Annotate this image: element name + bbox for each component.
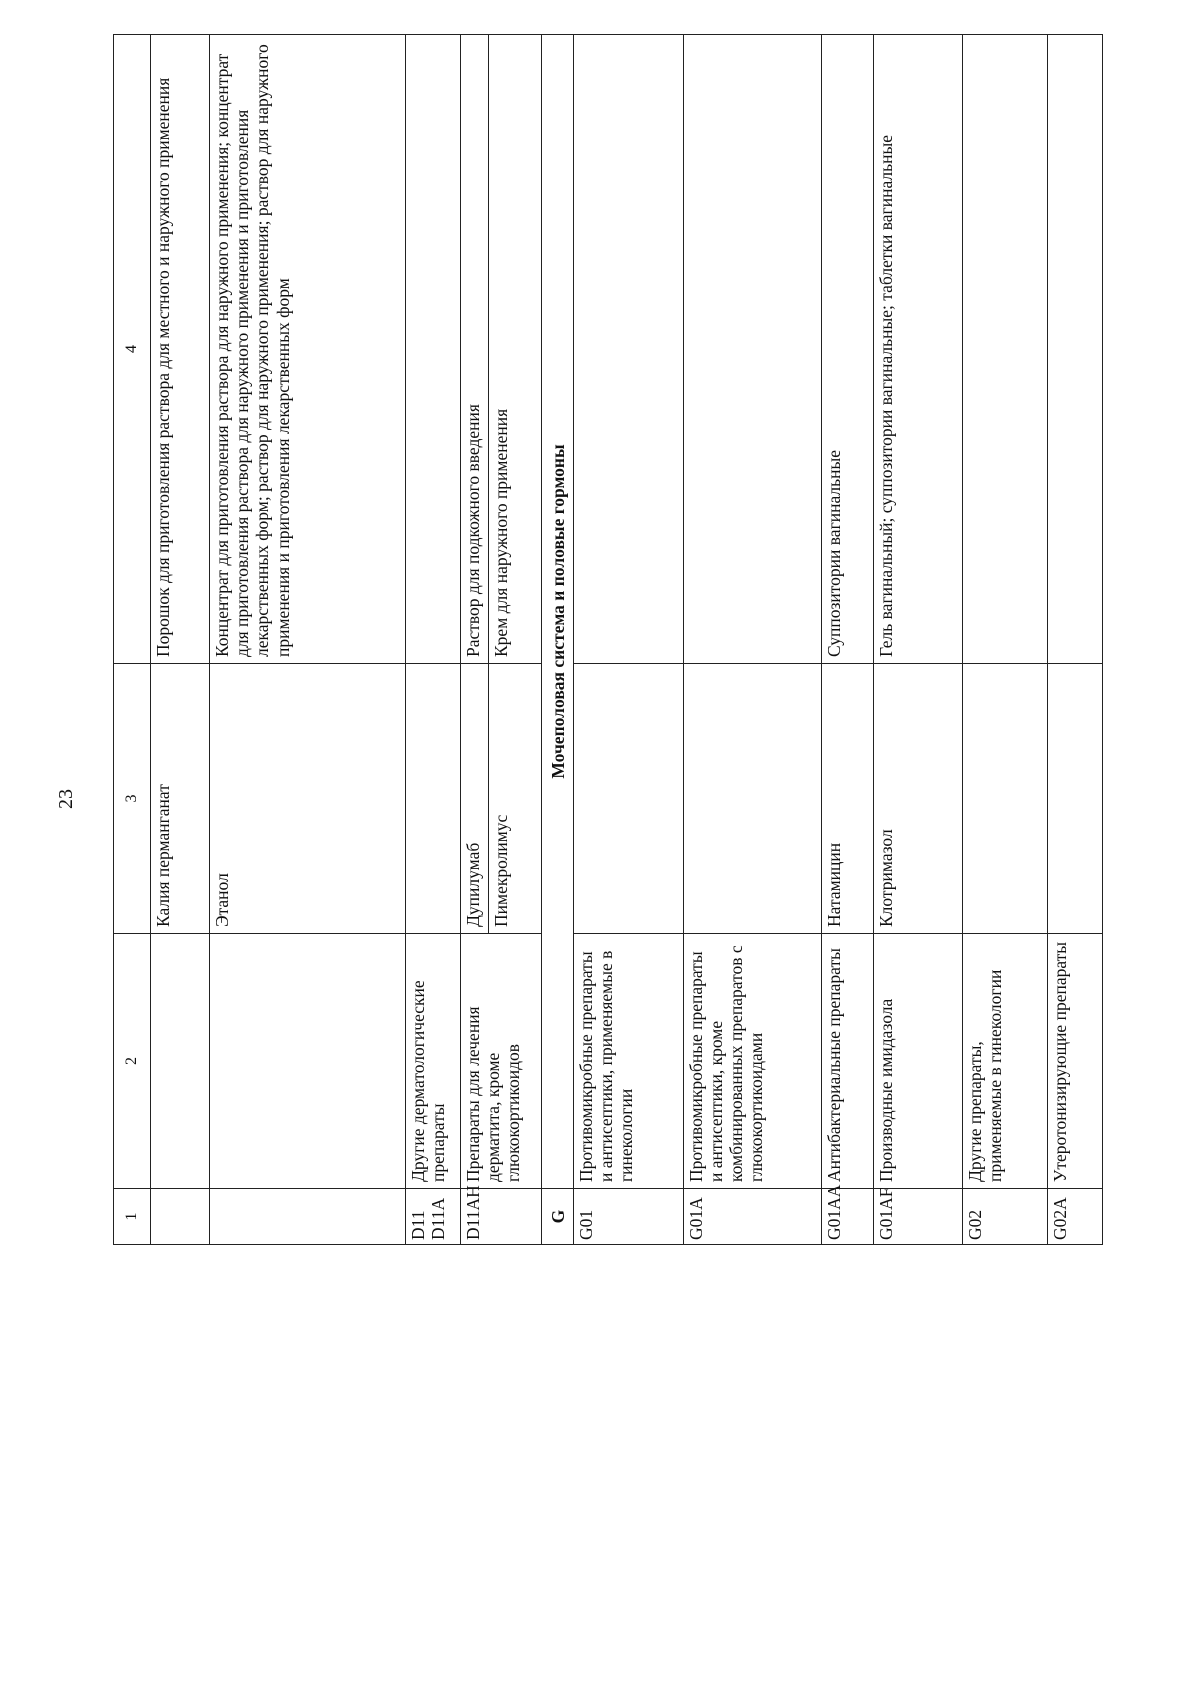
forms-cell: Раствор для подкожного введения (460, 35, 489, 664)
forms-cell (405, 35, 460, 664)
column-number: 3 (114, 664, 151, 934)
group-cell: Препараты для лечения дерматита, кроме глюкокортикоидов (460, 934, 541, 1189)
code-cell: G01AF (874, 1189, 963, 1245)
code-cell: G01AA (821, 1189, 874, 1245)
forms-cell (963, 35, 1048, 664)
code-cell: D11AH (460, 1189, 541, 1245)
table-row (684, 35, 822, 1245)
section-row (542, 35, 574, 1245)
table-row (874, 35, 963, 1245)
code-cell: D11 D11A (405, 1189, 460, 1245)
drug-table (113, 34, 1103, 1245)
group-cell: Противомикробные препараты и антисептики, применяемые в гинекологии (574, 934, 684, 1189)
forms-cell: Концентрат для приготовления раствора для наружного применения; концентрат для приготовления раствора для наружного применения и приготовления лекарственных форм; раствор для наружного применения; раствор для наружного применения и приготовления лекарственных форм (210, 35, 406, 664)
group-cell: Антибактериальные препараты (821, 934, 874, 1189)
drug-cell: Калия перманганат (151, 664, 210, 934)
code-cell (210, 1189, 406, 1245)
table-row (821, 35, 874, 1245)
drug-cell: Пимекролимус (489, 664, 542, 934)
section-title: Мочеполовая система и половые гормоны (542, 35, 574, 1189)
table-row (460, 35, 489, 1245)
column-number: 4 (114, 35, 151, 664)
table-row (405, 35, 460, 1245)
group-cell: Противомикробные препараты и антисептики, кроме комбинированных препаратов с глюкокортикоидами (684, 934, 822, 1189)
drug-cell (684, 664, 822, 934)
forms-cell (574, 35, 684, 664)
column-number: 1 (114, 1189, 151, 1245)
forms-cell: Порошок для приготовления раствора для местного и наружного применения (151, 35, 210, 664)
group-cell (210, 934, 406, 1189)
table-row (210, 35, 406, 1245)
forms-cell: Крем для наружного применения (489, 35, 542, 664)
drug-cell: Этанол (210, 664, 406, 934)
group-cell: Утеротонизирующие препараты (1047, 934, 1102, 1189)
group-cell (151, 934, 210, 1189)
forms-cell: Суппозитории вагинальные (821, 35, 874, 664)
column-number-row (114, 35, 151, 1245)
code-cell: G01 (574, 1189, 684, 1245)
table-row (963, 35, 1048, 1245)
code-cell: G (542, 1189, 574, 1245)
code-cell: G01A (684, 1189, 822, 1245)
group-cell: Другие препараты, применяемые в гинекологии (963, 934, 1048, 1189)
drug-cell (405, 664, 460, 934)
group-cell: Производные имидазола (874, 934, 963, 1189)
drug-cell: Дупилумаб (460, 664, 489, 934)
code-cell: G02A (1047, 1189, 1102, 1245)
drug-cell (1047, 664, 1102, 934)
rotated-table-container (113, 35, 1103, 1245)
table-row (1047, 35, 1102, 1245)
code-cell: G02 (963, 1189, 1048, 1245)
forms-cell (1047, 35, 1102, 664)
table-row (151, 35, 210, 1245)
forms-cell: Гель вагинальный; суппозитории вагинальные; таблетки вагинальные (874, 35, 963, 664)
page-number: 23 (55, 789, 77, 809)
code-cell (151, 1189, 210, 1245)
column-number: 2 (114, 934, 151, 1189)
table-row (574, 35, 684, 1245)
drug-cell: Натамицин (821, 664, 874, 934)
drug-cell (963, 664, 1048, 934)
drug-cell (574, 664, 684, 934)
forms-cell (684, 35, 822, 664)
group-cell: Другие дерматологические препараты (405, 934, 460, 1189)
drug-cell: Клотримазол (874, 664, 963, 934)
